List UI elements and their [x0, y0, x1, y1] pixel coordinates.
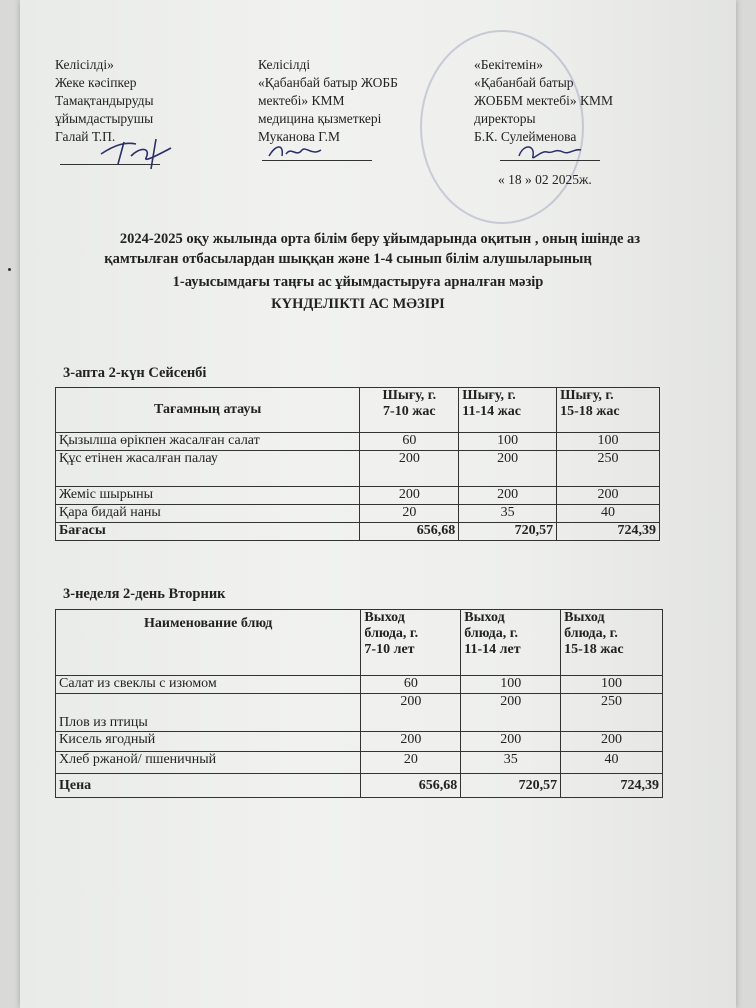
column-header: Шығу, г. 15-18 жас [557, 388, 660, 433]
portion-value: 35 [461, 752, 561, 774]
approval-label: Келісілді [258, 57, 311, 72]
portion-value: 200 [360, 451, 459, 487]
week-day-heading: 3-апта 2-күн Сейсенбі [63, 365, 207, 381]
portion-value: 200 [361, 694, 461, 732]
price-value: 720,57 [459, 523, 557, 541]
dish-name: Құс етінен жасалған палау [56, 451, 360, 487]
approval-line: «Қабанбай батыр [474, 75, 574, 90]
table-row [56, 505, 660, 523]
portion-value: 100 [459, 433, 557, 451]
dish-name: Салат из свеклы с изюмом [56, 676, 361, 694]
portion-value: 200 [361, 732, 461, 752]
approval-name: Муканова Г.М [258, 129, 340, 144]
portion-value: 200 [557, 487, 660, 505]
column-header: Тағамның атауы [56, 388, 360, 433]
portion-value: 40 [561, 752, 663, 774]
price-value: 724,39 [557, 523, 660, 541]
approval-label: «Бекітемін» [474, 57, 543, 72]
portion-value: 200 [561, 732, 663, 752]
column-header: Выход блюда, г. 15-18 жас [561, 610, 663, 676]
column-header: Шығу, г. 11-14 жас [459, 388, 557, 433]
dish-name: Хлеб ржаной/ пшеничный [56, 752, 361, 774]
portion-value: 200 [459, 487, 557, 505]
portion-value: 200 [461, 732, 561, 752]
portion-value: 40 [557, 505, 660, 523]
dish-name: Кисель ягодный [56, 732, 361, 752]
approval-line: директоры [474, 111, 536, 126]
portion-value: 20 [361, 752, 461, 774]
portion-value: 200 [360, 487, 459, 505]
table-total-row [56, 774, 663, 798]
signature-caterer [96, 134, 176, 170]
approval-block-director [474, 56, 613, 146]
column-header: Наименование блюд [56, 610, 361, 676]
price-value: 656,68 [361, 774, 461, 798]
portion-value: 35 [459, 505, 557, 523]
price-label: Бағасы [56, 523, 360, 541]
approval-line: Тамақтандыруды [55, 93, 154, 108]
portion-value: 250 [557, 451, 660, 487]
document-title-line: қамтылған отбасылардан шыққан және 1-4 сынып білім алушыларының [104, 251, 592, 267]
portion-value: 200 [459, 451, 557, 487]
portion-value: 100 [561, 676, 663, 694]
column-header: Шығу, г. 7-10 жас [360, 388, 459, 433]
table-row [56, 676, 663, 694]
portion-value: 100 [557, 433, 660, 451]
portion-value: 250 [561, 694, 663, 732]
table-header-row [56, 388, 660, 433]
table-row [56, 451, 660, 487]
portion-value: 200 [461, 694, 561, 732]
portion-value: 60 [360, 433, 459, 451]
price-value: 724,39 [561, 774, 663, 798]
table-header-row [56, 610, 663, 676]
portion-value: 20 [360, 505, 459, 523]
menu-table-kazakh [55, 387, 660, 541]
table-row [56, 694, 663, 732]
approval-line: «Қабанбай батыр ЖОББ [258, 75, 398, 90]
table-row [56, 433, 660, 451]
approval-name: Б.К. Сулейменова [474, 129, 577, 144]
menu-table-russian [55, 609, 663, 798]
approval-line: Жеке кәсіпкер [55, 75, 137, 90]
document-title-line: 1-ауысымдағы таңғы ас ұйымдастыруға арналған мәзір [172, 274, 544, 290]
dish-name: Плов из птицы [56, 694, 361, 732]
column-header: Выход блюда, г. 11-14 лет [461, 610, 561, 676]
table-total-row [56, 523, 660, 541]
signature-nurse [266, 140, 326, 164]
approval-name: Галай Т.П. [55, 129, 116, 144]
signature-director [515, 140, 585, 166]
document-title-line: 2024-2025 оқу жылында орта білім беру ұйымдарында оқитын , оның ішінде аз [119, 231, 641, 247]
price-value: 656,68 [360, 523, 459, 541]
approval-label: Келісілді» [55, 57, 114, 72]
approval-line: ұйымдастырушы [55, 111, 154, 126]
approval-block-caterer [55, 56, 154, 146]
dish-name: Қара бидай наны [56, 505, 360, 523]
table-row [56, 732, 663, 752]
portion-value: 100 [461, 676, 561, 694]
portion-value: 60 [361, 676, 461, 694]
price-value: 720,57 [461, 774, 561, 798]
week-day-heading: 3-неделя 2-день Вторник [63, 586, 226, 602]
approval-line: медицина қызметкері [258, 111, 382, 126]
document-title-main: КҮНДЕЛІКТІ АС МӘЗІРІ [271, 296, 445, 312]
approval-block-nurse [258, 56, 398, 146]
column-header: Выход блюда, г. 7-10 лет [361, 610, 461, 676]
price-label: Цена [56, 774, 361, 798]
table-row [56, 487, 660, 505]
approval-line: ЖОББМ мектебі» КММ [474, 93, 613, 108]
approval-line: мектебі» КММ [258, 93, 345, 108]
dish-name: Жеміс шырыны [56, 487, 360, 505]
table-row [56, 752, 663, 774]
dish-name: Қызылша өрікпен жасалған салат [56, 433, 360, 451]
approval-date: « 18 » 02 2025ж. [498, 172, 592, 187]
